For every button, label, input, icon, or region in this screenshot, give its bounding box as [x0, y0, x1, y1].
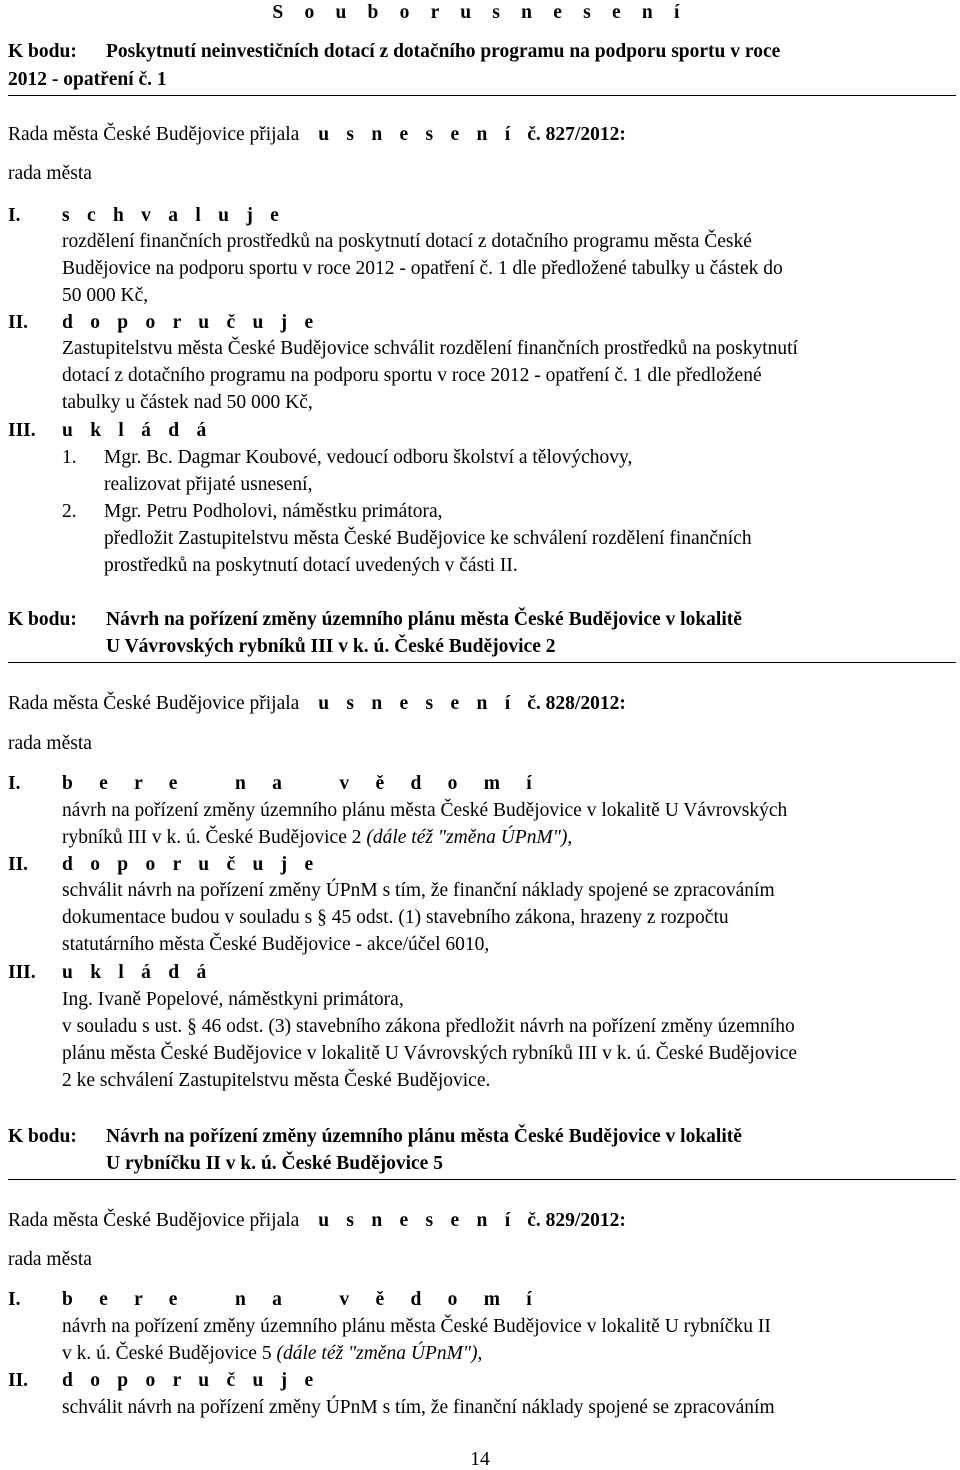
usneseni-word-2: u s n e s e n í: [318, 693, 517, 714]
text-3-2-1: schválit návrh na pořízení změny ÚPnM s tím, že finanční náklady spojené se zpracováním: [62, 1397, 775, 1418]
sub-1-line-1: Mgr. Bc. Dagmar Koubové, vedoucí odboru školství a tělovýchovy,: [104, 447, 633, 468]
usneseni-word-1: u s n e s e n í: [318, 124, 517, 145]
verb-1-3: u k l á d á: [62, 420, 213, 441]
text-2-1-2-italic: (dále též "změna ÚPnM"),: [366, 827, 573, 848]
kbodu-title-2-line-2: U Vávrovských rybníků III v k. ú. České Budějovice 2: [106, 636, 556, 657]
section-rule-2: [8, 662, 956, 663]
verb-3-1: b e r e n a v ě d o m í: [62, 1289, 543, 1310]
text-2-3-4: 2 ke schválení Zastupitelstvu města České Budějovice.: [62, 1070, 491, 1091]
verb-3-2: d o p o r u č u j e: [62, 1370, 320, 1391]
page-number: 14: [470, 1449, 490, 1470]
roman-2-3: III.: [8, 962, 36, 983]
text-2-1-2: [62, 828, 572, 848]
text-2-1-1: návrh na pořízení změny územního plánu města České Budějovice v lokalitě U Vávrovských: [62, 800, 788, 821]
text-2-3-2: v souladu s ust. § 46 odst. (3) stavebního zákona předložit návrh na pořízení změny územního: [62, 1016, 795, 1037]
verb-2-1: b e r e n a v ě d o m í: [62, 773, 543, 794]
text-3-1-2: [62, 1344, 482, 1364]
roman-2-2: II.: [8, 854, 29, 875]
kbodu-title-1-line-2: 2012 - opatření č. 1: [8, 69, 167, 90]
usneseni-number-2: č. 828/2012:: [527, 693, 626, 714]
sub-1-line-2: realizovat přijaté usnesení,: [104, 474, 313, 495]
section-rule-3: [8, 1179, 956, 1180]
rada-mesta-2: rada města: [8, 733, 92, 754]
kbodu-title-3-line-1: Návrh na pořízení změny územního plánu města České Budějovice v lokalitě: [106, 1126, 742, 1147]
verb-2-2: d o p o r u č u j e: [62, 854, 320, 875]
document-title: S o u b o r u s n e s e n í: [272, 2, 688, 23]
verb-2-3: u k l á d á: [62, 962, 213, 983]
rada-mesta-1: rada města: [8, 163, 92, 184]
rada-statement-1: [8, 125, 626, 145]
verb-1-2: d o p o r u č u j e: [62, 312, 320, 333]
usneseni-number-3: č. 829/2012:: [527, 1210, 626, 1231]
verb-1-1: s c h v a l u j e: [62, 205, 286, 226]
text-1-2-2: dotací z dotačního programu na podporu sportu v roce 2012 - opatření č. 1 dle předložené: [62, 365, 762, 386]
text-1-2-3: tabulky u částek nad 50 000 Kč,: [62, 392, 313, 413]
roman-3-2: II.: [8, 1370, 29, 1391]
usneseni-word-3: u s n e s e n í: [318, 1210, 517, 1231]
rada-mesta-3: rada města: [8, 1249, 92, 1270]
kbodu-title-3-line-2: U rybníčku II v k. ú. České Budějovice 5: [106, 1153, 443, 1174]
kbodu-title-2-line-1: Návrh na pořízení změny územního plánu města České Budějovice v lokalitě: [106, 609, 742, 630]
roman-1-3: III.: [8, 420, 36, 441]
roman-1-1: I.: [8, 205, 21, 226]
kbodu-title-1-line-1: Poskytnutí neinvestičních dotací z dotačního programu na podporu sportu v roce: [106, 41, 781, 62]
text-3-1-2-italic: (dále též "změna ÚPnM"),: [276, 1343, 483, 1364]
text-1-1-3: 50 000 Kč,: [62, 285, 149, 306]
roman-1-2: II.: [8, 312, 29, 333]
kbodu-label-1: K bodu:: [8, 41, 77, 62]
rada-statement-2: [8, 694, 626, 714]
sub-2-line-2: předložit Zastupitelstvu města České Budějovice ke schválení rozdělení finančních: [104, 528, 752, 549]
text-1-2-1: Zastupitelstvu města České Budějovice schválit rozdělení finančních prostředků na poskytnutí: [62, 338, 798, 359]
kbodu-label-3: K bodu:: [8, 1126, 77, 1147]
text-2-3-3: plánu města České Budějovice v lokalitě U Vávrovských rybníků III v k. ú. České Budějovice: [62, 1043, 798, 1064]
rada-prefix-1: Rada města České Budějovice přijala: [8, 124, 300, 145]
text-2-2-1: schválit návrh na pořízení změny ÚPnM s tím, že finanční náklady spojené se zpracováním: [62, 880, 775, 901]
text-3-1-2-plain: v k. ú. České Budějovice 5: [62, 1343, 277, 1364]
rada-statement-3: [8, 1211, 626, 1231]
roman-3-1: I.: [8, 1289, 21, 1310]
text-1-1-2: Budějovice na podporu sportu v roce 2012 - opatření č. 1 dle předložené tabulky u částek do: [62, 258, 783, 279]
roman-2-1: I.: [8, 773, 21, 794]
text-3-1-1: návrh na pořízení změny územního plánu města České Budějovice v lokalitě U rybníčku II: [62, 1316, 771, 1337]
rada-prefix-3: Rada města České Budějovice přijala: [8, 1210, 300, 1231]
text-2-2-2: dokumentace budou v souladu s § 45 odst. (1) stavebního zákona, hrazeny z rozpočtu: [62, 907, 729, 928]
rada-prefix-2: Rada města České Budějovice přijala: [8, 693, 300, 714]
sub-num-2: 2.: [62, 501, 77, 522]
section-rule-1: [8, 95, 956, 96]
text-2-2-3: statutárního města České Budějovice - akce/účel 6010,: [62, 934, 490, 955]
usneseni-number-1: č. 827/2012:: [527, 124, 626, 145]
sub-num-1: 1.: [62, 447, 77, 468]
text-2-3-1: Ing. Ivaně Popelové, náměstkyni primátora,: [62, 989, 404, 1010]
sub-2-line-1: Mgr. Petru Podholovi, náměstku primátora,: [104, 501, 443, 522]
sub-2-line-3: prostředků na poskytnutí dotací uvedených v části II.: [104, 555, 518, 576]
kbodu-label-2: K bodu:: [8, 609, 77, 630]
text-1-1-1: rozdělení finančních prostředků na poskytnutí dotací z dotačního programu města České: [62, 231, 752, 252]
text-2-1-2-plain: rybníků III v k. ú. České Budějovice 2: [62, 827, 367, 848]
